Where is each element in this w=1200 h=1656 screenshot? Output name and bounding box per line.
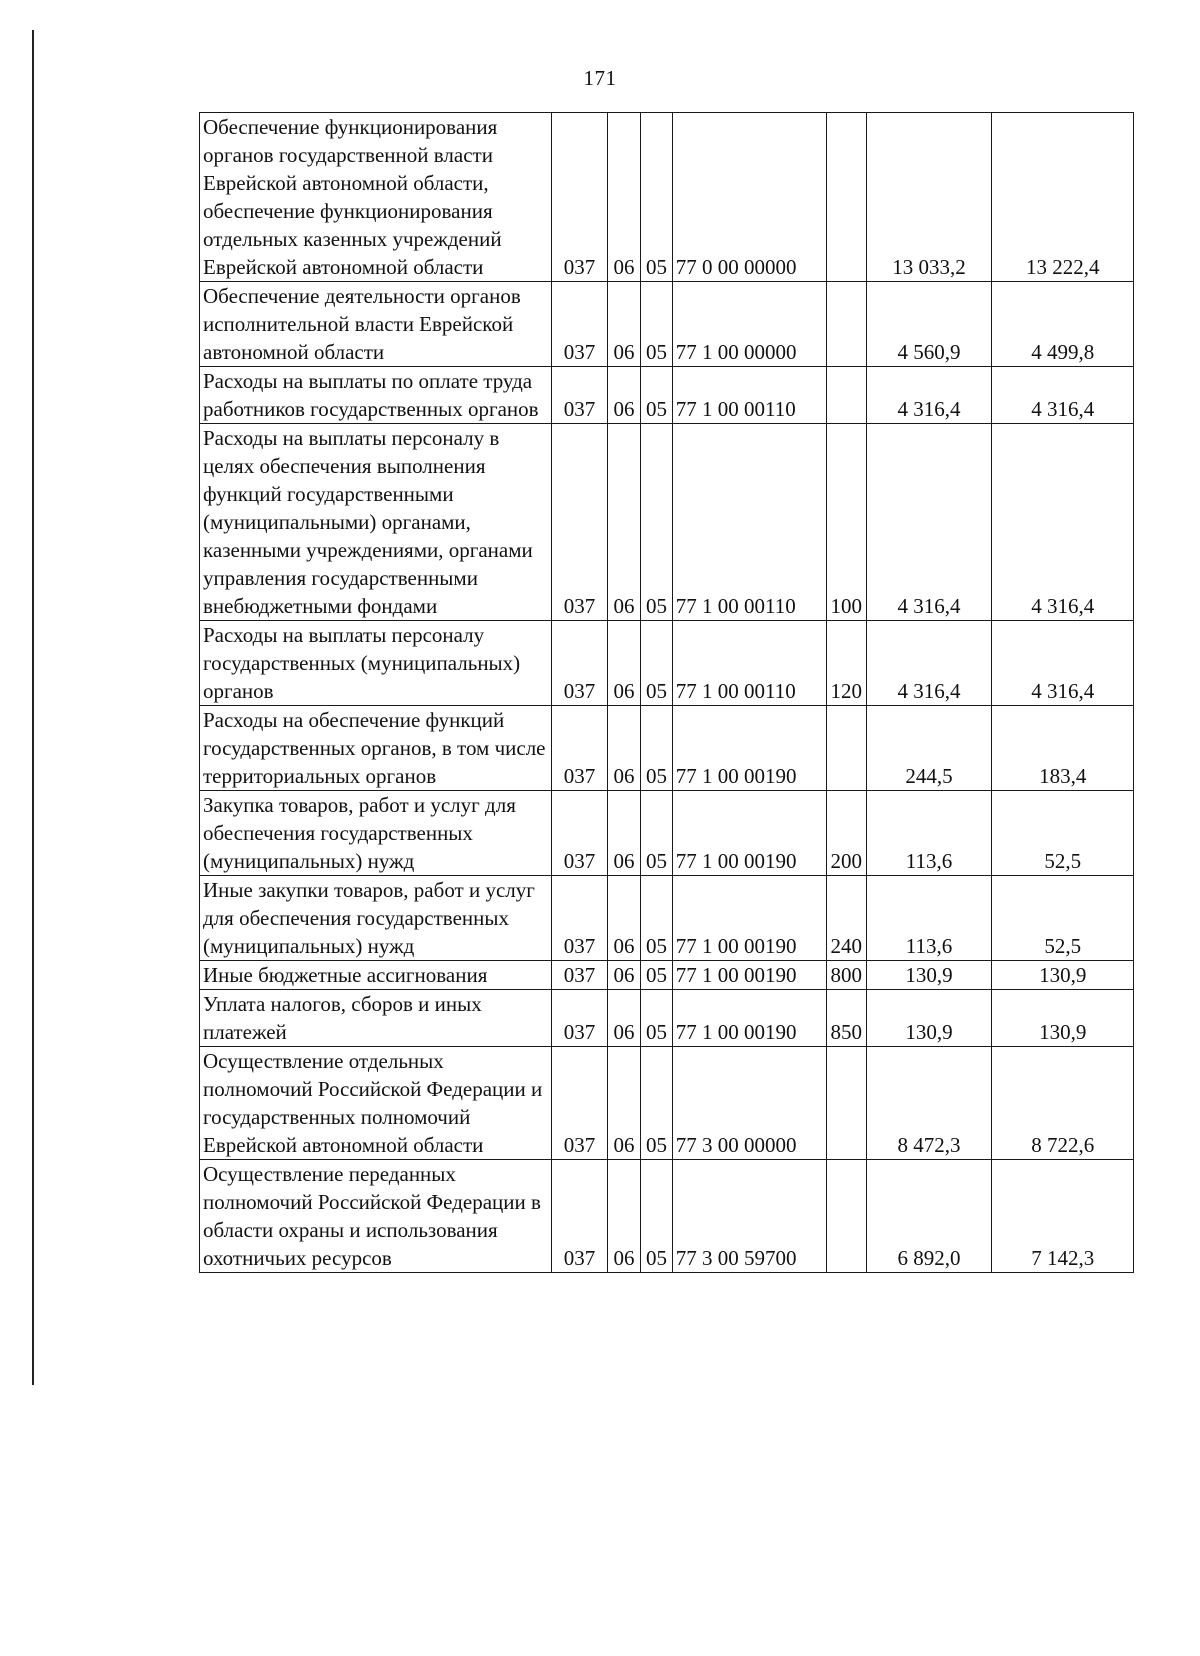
target-article-code-cell: 77 1 00 00190 xyxy=(672,990,826,1047)
expense-name-cell: Расходы на выплаты по оплате труда работников государственных органов xyxy=(200,367,552,424)
subsection-code-cell: 05 xyxy=(641,367,672,424)
subsection-code-cell: 05 xyxy=(641,961,672,990)
section-code-cell: 06 xyxy=(607,791,641,876)
ministry-code-cell: 037 xyxy=(552,706,608,791)
target-article-code-cell: 77 1 00 00190 xyxy=(672,961,826,990)
ministry-code-cell: 037 xyxy=(552,621,608,706)
amount-year2-cell: 4 316,4 xyxy=(992,621,1134,706)
section-code-cell: 06 xyxy=(607,282,641,367)
table-row xyxy=(200,1160,1134,1273)
section-code-cell: 06 xyxy=(607,621,641,706)
table-row xyxy=(200,621,1134,706)
amount-year2-cell: 130,9 xyxy=(992,961,1134,990)
amount-year2-cell: 4 316,4 xyxy=(992,367,1134,424)
section-code-cell: 06 xyxy=(607,424,641,621)
table-row xyxy=(200,424,1134,621)
amount-year1-cell: 130,9 xyxy=(866,961,992,990)
amount-year2-cell: 4 499,8 xyxy=(992,282,1134,367)
section-code-cell: 06 xyxy=(607,367,641,424)
amount-year2-cell: 4 316,4 xyxy=(992,424,1134,621)
expense-type-code-cell: 850 xyxy=(826,990,866,1047)
expense-name-cell: Иные бюджетные ассигнования xyxy=(200,961,552,990)
expense-type-code-cell xyxy=(826,706,866,791)
amount-year1-cell: 6 892,0 xyxy=(866,1160,992,1273)
amount-year1-cell: 113,6 xyxy=(866,791,992,876)
subsection-code-cell: 05 xyxy=(641,621,672,706)
ministry-code-cell: 037 xyxy=(552,1047,608,1160)
target-article-code-cell: 77 3 00 00000 xyxy=(672,1047,826,1160)
subsection-code-cell: 05 xyxy=(641,113,672,282)
section-code-cell: 06 xyxy=(607,1047,641,1160)
target-article-code-cell: 77 1 00 00190 xyxy=(672,706,826,791)
amount-year1-cell: 4 316,4 xyxy=(866,424,992,621)
ministry-code-cell: 037 xyxy=(552,961,608,990)
section-code-cell: 06 xyxy=(607,876,641,961)
table-row xyxy=(200,990,1134,1047)
section-code-cell: 06 xyxy=(607,990,641,1047)
expense-name-cell: Осуществление отдельных полномочий Российской Федерации и государственных полномочий Еврейской автономной области xyxy=(200,1047,552,1160)
amount-year1-cell: 130,9 xyxy=(866,990,992,1047)
ministry-code-cell: 037 xyxy=(552,990,608,1047)
expense-type-code-cell xyxy=(826,1160,866,1273)
amount-year2-cell: 7 142,3 xyxy=(992,1160,1134,1273)
subsection-code-cell: 05 xyxy=(641,876,672,961)
expense-type-code-cell: 200 xyxy=(826,791,866,876)
expense-name-cell: Закупка товаров, работ и услуг для обеспечения государственных (муниципальных) нужд xyxy=(200,791,552,876)
section-code-cell: 06 xyxy=(607,113,641,282)
table-row xyxy=(200,367,1134,424)
expense-name-cell: Уплата налогов, сборов и иных платежей xyxy=(200,990,552,1047)
expense-type-code-cell: 100 xyxy=(826,424,866,621)
amount-year1-cell: 113,6 xyxy=(866,876,992,961)
expense-name-cell: Расходы на выплаты персоналу в целях обеспечения выполнения функций государственными (муниципальными) органами, казенными учреждениями, органами управления государственными внебюджетными фондами xyxy=(200,424,552,621)
target-article-code-cell: 77 1 00 00110 xyxy=(672,424,826,621)
table-row xyxy=(200,876,1134,961)
expense-name-cell: Иные закупки товаров, работ и услуг для обеспечения государственных (муниципальных) нужд xyxy=(200,876,552,961)
amount-year2-cell: 183,4 xyxy=(992,706,1134,791)
target-article-code-cell: 77 1 00 00190 xyxy=(672,791,826,876)
expense-type-code-cell: 120 xyxy=(826,621,866,706)
ministry-code-cell: 037 xyxy=(552,791,608,876)
target-article-code-cell: 77 3 00 59700 xyxy=(672,1160,826,1273)
amount-year1-cell: 244,5 xyxy=(866,706,992,791)
expense-name-cell: Обеспечение функционирования органов государственной власти Еврейской автономной области, обеспечение функционирования отдельных казенных учреждений Еврейской автономной области xyxy=(200,113,552,282)
table-row xyxy=(200,113,1134,282)
target-article-code-cell: 77 1 00 00110 xyxy=(672,621,826,706)
expense-type-code-cell xyxy=(826,367,866,424)
target-article-code-cell: 77 1 00 00110 xyxy=(672,367,826,424)
section-code-cell: 06 xyxy=(607,1160,641,1273)
expense-name-cell: Осуществление переданных полномочий Российской Федерации в области охраны и использования охотничьих ресурсов xyxy=(200,1160,552,1273)
amount-year2-cell: 13 222,4 xyxy=(992,113,1134,282)
subsection-code-cell: 05 xyxy=(641,706,672,791)
expense-type-code-cell: 800 xyxy=(826,961,866,990)
binding-edge-line xyxy=(32,30,34,1385)
table-row xyxy=(200,791,1134,876)
subsection-code-cell: 05 xyxy=(641,1160,672,1273)
ministry-code-cell: 037 xyxy=(552,113,608,282)
ministry-code-cell: 037 xyxy=(552,876,608,961)
budget-table xyxy=(199,112,1134,1273)
amount-year2-cell: 8 722,6 xyxy=(992,1047,1134,1160)
expense-name-cell: Обеспечение деятельности органов исполнительной власти Еврейской автономной области xyxy=(200,282,552,367)
amount-year1-cell: 8 472,3 xyxy=(866,1047,992,1160)
amount-year1-cell: 13 033,2 xyxy=(866,113,992,282)
section-code-cell: 06 xyxy=(607,706,641,791)
amount-year1-cell: 4 316,4 xyxy=(866,367,992,424)
subsection-code-cell: 05 xyxy=(641,282,672,367)
expense-type-code-cell xyxy=(826,113,866,282)
ministry-code-cell: 037 xyxy=(552,367,608,424)
subsection-code-cell: 05 xyxy=(641,424,672,621)
subsection-code-cell: 05 xyxy=(641,1047,672,1160)
expense-name-cell: Расходы на обеспечение функций государственных органов, в том числе территориальных органов xyxy=(200,706,552,791)
amount-year2-cell: 52,5 xyxy=(992,876,1134,961)
budget-table-body xyxy=(200,113,1134,1273)
section-code-cell: 06 xyxy=(607,961,641,990)
table-row xyxy=(200,961,1134,990)
target-article-code-cell: 77 0 00 00000 xyxy=(672,113,826,282)
target-article-code-cell: 77 1 00 00190 xyxy=(672,876,826,961)
expense-type-code-cell xyxy=(826,1047,866,1160)
ministry-code-cell: 037 xyxy=(552,424,608,621)
subsection-code-cell: 05 xyxy=(641,990,672,1047)
table-row xyxy=(200,1047,1134,1160)
amount-year2-cell: 130,9 xyxy=(992,990,1134,1047)
table-row xyxy=(200,282,1134,367)
amount-year2-cell: 52,5 xyxy=(992,791,1134,876)
page-number: 171 xyxy=(583,66,617,90)
ministry-code-cell: 037 xyxy=(552,1160,608,1273)
amount-year1-cell: 4 316,4 xyxy=(866,621,992,706)
table-row xyxy=(200,706,1134,791)
expense-type-code-cell xyxy=(826,282,866,367)
amount-year1-cell: 4 560,9 xyxy=(866,282,992,367)
ministry-code-cell: 037 xyxy=(552,282,608,367)
expense-name-cell: Расходы на выплаты персоналу государственных (муниципальных) органов xyxy=(200,621,552,706)
target-article-code-cell: 77 1 00 00000 xyxy=(672,282,826,367)
expense-type-code-cell: 240 xyxy=(826,876,866,961)
subsection-code-cell: 05 xyxy=(641,791,672,876)
